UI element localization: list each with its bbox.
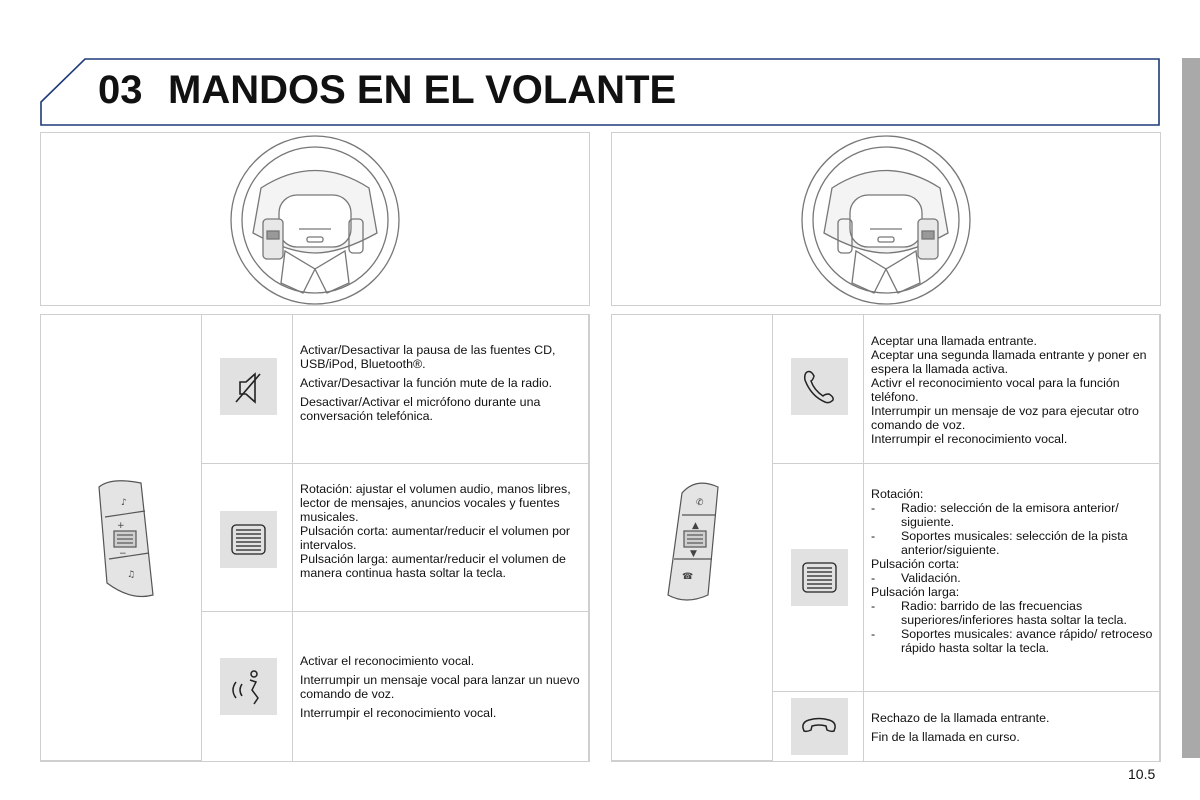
rotation-item: - Radio: selección de la emisora anterior/ siguiente. xyxy=(871,501,1119,529)
left-row2-line-3: Pulsación larga: aumentar/reducir el volumen de manera continua hasta soltar la tecla. xyxy=(300,552,566,580)
page-title: MANDOS EN EL VOLANTE xyxy=(168,68,677,112)
left-switch-unit-illustration xyxy=(41,315,202,761)
svg-text:▼: ▼ xyxy=(690,549,697,559)
right-row1-line-5: Interrumpir el reconocimiento vocal. xyxy=(871,432,1068,446)
left-row1-paragraph-2: Activar/Desactivar la función mute de la radio. xyxy=(300,376,553,390)
svg-text:✆: ✆ xyxy=(696,498,704,508)
left-row2-text-cell xyxy=(293,464,589,612)
right-row3-paragraph-2: Fin de la llamada en curso. xyxy=(871,730,1020,744)
right-steering-wheel-panel xyxy=(611,132,1161,306)
svg-text:☎: ☎ xyxy=(682,572,694,582)
steering-wheel-right-controls-illustration xyxy=(612,133,1160,305)
svg-text:−: − xyxy=(119,549,127,559)
phone-hangup-icon xyxy=(791,698,848,755)
long-press-label: Pulsación larga: xyxy=(871,585,960,599)
left-row2-icon-cell xyxy=(202,464,293,612)
svg-text:▲: ▲ xyxy=(692,521,699,531)
left-row1-text-cell xyxy=(293,315,589,464)
right-row3-text-cell xyxy=(864,692,1160,761)
chapter-number: 03 xyxy=(98,68,143,112)
left-row1-icon-cell xyxy=(202,315,293,464)
right-row1-line-1: Aceptar una llamada entrante. xyxy=(871,334,1038,348)
right-control-unit-cell xyxy=(612,315,773,761)
right-switch-unit-illustration xyxy=(612,315,773,761)
left-row2-line-1: Rotación: ajustar el volumen audio, manos libres, lector de mensajes, anuncios vocales y fuentes musicales. xyxy=(300,482,571,524)
long-press-item: - Soportes musicales: avance rápido/ retroceso rápido hasta soltar la tecla. xyxy=(871,627,1153,655)
page-number: 10.5 xyxy=(1128,766,1156,782)
right-row1-text-cell xyxy=(864,315,1160,464)
phone-answer-icon xyxy=(791,358,848,415)
left-row2-line-2: Pulsación corta: aumentar/reducir el volumen por intervalos. xyxy=(300,524,570,552)
left-row1-paragraph-3: Desactivar/Activar el micrófono durante una conversación telefónica. xyxy=(300,395,541,423)
left-row3-text-cell xyxy=(293,612,589,761)
voice-recognition-icon xyxy=(220,658,277,715)
thumbwheel-icon xyxy=(791,549,848,606)
svg-text:♪: ♪ xyxy=(121,498,127,508)
right-row3-icon-cell xyxy=(773,692,864,761)
right-row1-line-3: Activr el reconocimiento vocal para la función teléfono. xyxy=(871,376,1120,404)
short-press-label: Pulsación corta: xyxy=(871,557,960,571)
left-row3-icon-cell xyxy=(202,612,293,761)
thumbwheel-icon xyxy=(220,511,277,568)
rotation-label: Rotación: xyxy=(871,487,924,501)
svg-text:♫: ♫ xyxy=(127,570,136,580)
left-row1-paragraph-1: Activar/Desactivar la pausa de las fuentes CD, USB/iPod, Bluetooth®. xyxy=(300,343,556,371)
right-row2-text-cell xyxy=(864,464,1160,692)
page-header xyxy=(40,58,1160,126)
left-row3-paragraph-3: Interrumpir el reconocimiento vocal. xyxy=(300,706,497,720)
right-row1-icon-cell xyxy=(773,315,864,464)
right-row1-line-4: Interrumpir un mensaje de voz para ejecutar otro comando de voz. xyxy=(871,404,1139,432)
right-row1-line-2: Aceptar una segunda llamada entrante y poner en espera la llamada activa. xyxy=(871,348,1147,376)
steering-wheel-left-controls-illustration xyxy=(41,133,589,305)
chapter-side-tab xyxy=(1182,58,1200,758)
right-row2-icon-cell xyxy=(773,464,864,692)
right-row3-paragraph-1: Rechazo de la llamada entrante. xyxy=(871,711,1050,725)
left-row3-paragraph-1: Activar el reconocimiento vocal. xyxy=(300,654,475,668)
left-control-unit-cell xyxy=(41,315,202,761)
left-steering-wheel-panel xyxy=(40,132,590,306)
left-row3-paragraph-2: Interrumpir un mensaje vocal para lanzar un nuevo comando de voz. xyxy=(300,673,580,701)
rotation-item: - Soportes musicales: selección de la pista anterior/siguiente. xyxy=(871,529,1128,557)
right-controls-table xyxy=(611,314,1161,762)
long-press-item: - Radio: barrido de las frecuencias superiores/inferiores hasta soltar la tecla. xyxy=(871,599,1127,627)
mute-icon xyxy=(220,358,277,415)
svg-text:+: + xyxy=(117,521,125,531)
short-press-item: - Validación. xyxy=(871,571,961,585)
left-controls-table xyxy=(40,314,590,762)
